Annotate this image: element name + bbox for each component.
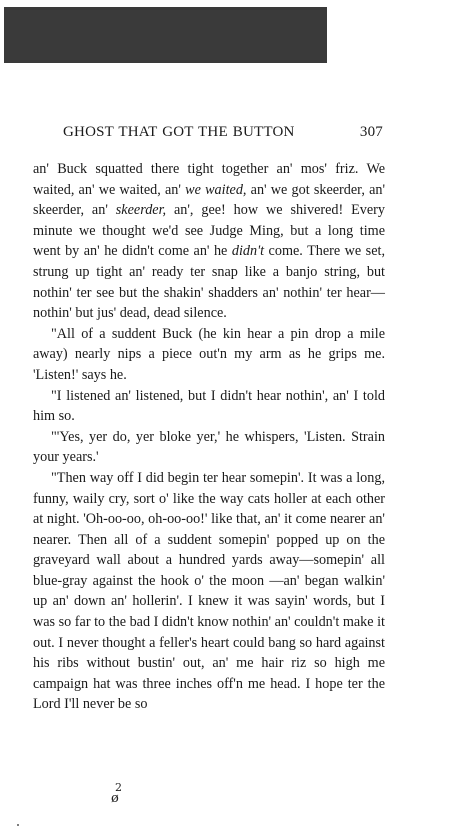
running-head: [63, 124, 383, 141]
paragraph: "'Yes, yer do, yer bloke yer,' he whispers, 'Listen. Strain your years.': [33, 428, 385, 466]
body-text: [33, 159, 385, 715]
page-number: 307: [359, 124, 383, 140]
paragraph: "All of a suddent Buck (he kin hear a pin drop a mile away) nearly nips a piece out'n my arm as he grips me. 'Listen!' says he.: [33, 325, 385, 383]
italic-emphasis: didn't: [231, 243, 265, 260]
italic-emphasis: skeerder,: [115, 202, 167, 219]
italic-emphasis: we waited,: [185, 181, 247, 198]
chapter-title: GHOST THAT GOT THE BUTTON: [63, 124, 295, 140]
paragraph: "Then way off I did begin ter hear somepin'. It was a long, funny, waily cry, sort o' like the way cats holler at each other at night. 'Oh-oo-oo, oh-oo-oo!' like that, an' it come nearer an' nearer. Then all of a suddent somepin' popped up on the graveyard wall about a hundred yards away—somepin' all blue-gray against the hook o' the moon —an' began walkin' up an' down an' hollerin'. I knew it was sayin' words, but I was so far to the bad I didn't know nothin' an' couldn't make it out. I never thought a feller's heart could bang so hard against his ribs without bustin' out, an' me hair riz so high me campaign hat was three inches off'n me head. I hope ter the Lord I'll never be so: [33, 469, 385, 713]
paragraph: an' Buck squatted there tight together an' mos' friz. We waited, an' we waited, an' we waited, an' we got skeerder, an' skeerder, an' skeerder, an', gee! how we shivered! Every minute we thought we'd see Judge Ming, but a long time went by an' he didn't come an' he didn't come. There we set, strung up tight an' ready ter snap like a banjo string, but nothin' ter see but the shakin' shadders an' nothin' ter hear—nothin' but jus' dead, dead silence.: [33, 161, 386, 322]
signature-mark-bottom: ø: [111, 791, 119, 806]
signature-mark-top: 2: [115, 781, 122, 794]
page-speck: [17, 824, 19, 826]
signature-mark: [111, 783, 122, 805]
paragraph: "I listened an' listened, but I didn't hear nothin', an' I told him so.: [33, 387, 385, 425]
redaction-block: [4, 7, 327, 63]
